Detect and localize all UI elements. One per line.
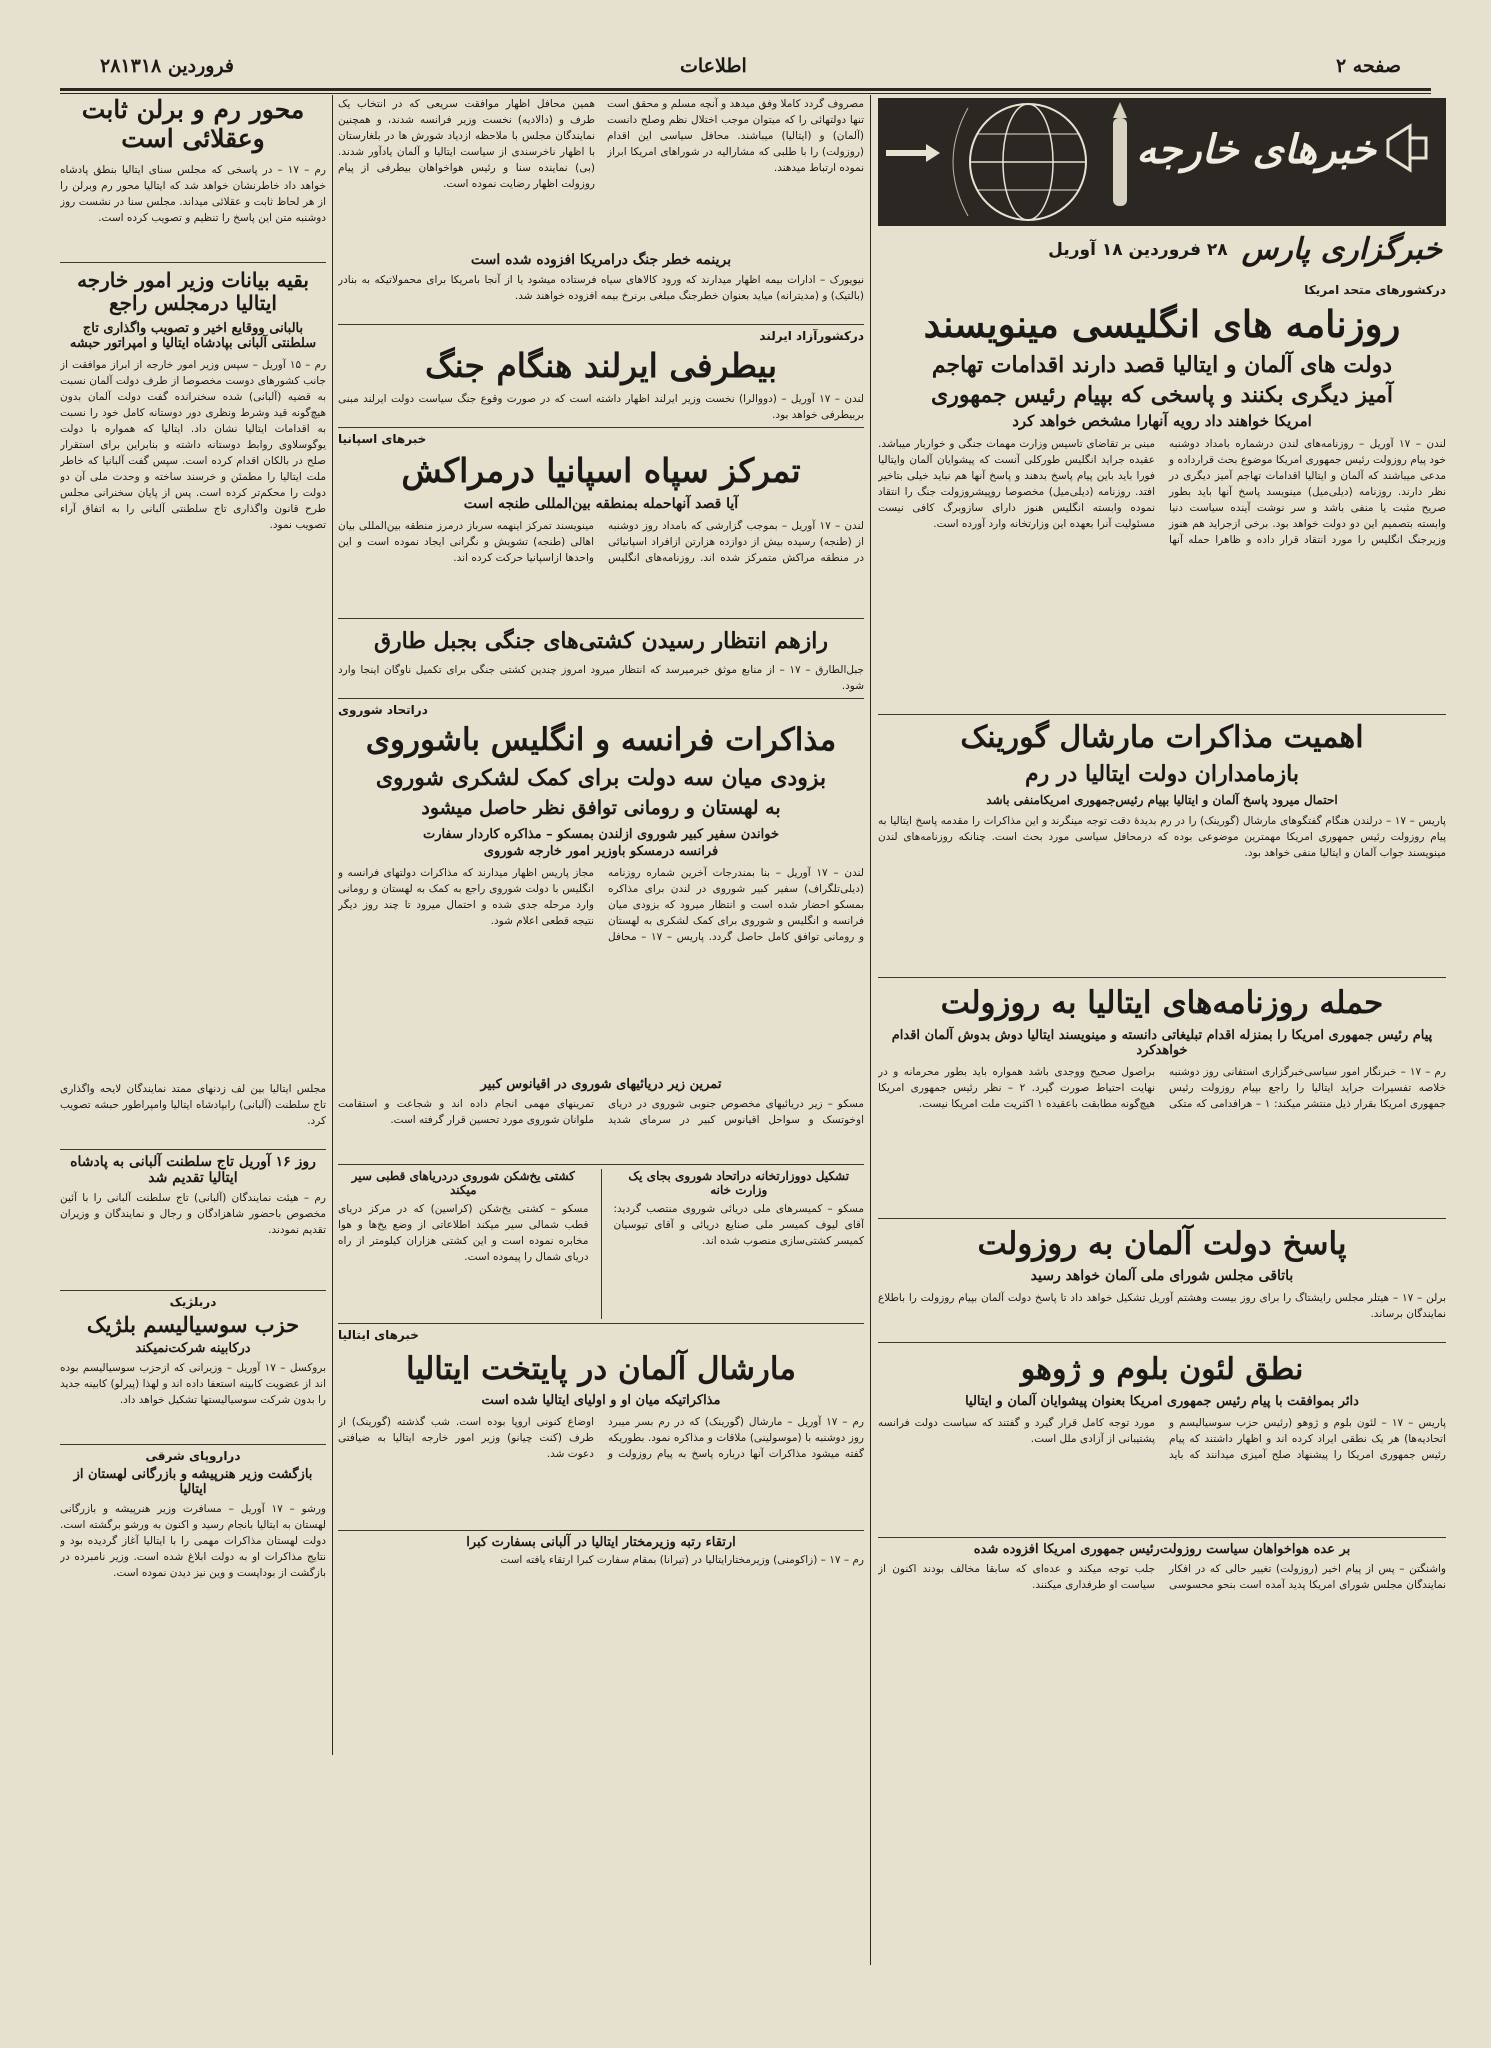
subheadline: دائر بموافقت با پیام رئیس جمهوری امریکا بعنوان پیشوایان آلمان و ایتالیا [965,1393,1359,1409]
divider [878,714,1446,715]
issue-date: ۲۸فروردین ۱۳۱۸ [100,55,234,77]
column-divider [870,95,871,1965]
subheadline: بالبانی ووقایع اخیر و تصویب واگذاری تاج سلطنتی آلبانی بپادشاه ایتالیا و امپراتور حبشه [69,320,317,351]
divider [338,324,864,325]
divider [878,977,1446,978]
article-body: پاریس – ۱۷ – درلندن هنگام گفتگوهای مارشال (گورینک) را در رم بدیدهٔ دقت توجه مینگرند و این مذاکرات را مقدمه پاسخ ایتالیا به پیام روزولت رئیس جمهوری امریکا مهمترین موضوعی بوده که درمحافل سیاسی مورد بحث است. چنانکه روزنامه‌های لندن مینویسند جواب آلمان و ایتالیا منفی خواهد بود. [878,815,1446,860]
article-body: مجلس ایتالیا بین لف زدنهای ممتد نمایندگان لایحه واگذاری تاج سلطنت (آلبانی) رابپادشاه ایتالیا وامپراطور حبشه تصویب کرد. [60,1082,326,1127]
agency-date: ۲۸ فروردین ۱۸ آوریل [1048,239,1228,260]
divider [338,618,864,619]
divider [338,1323,864,1324]
subheadline: بازمامداران دولت ایتالیا در رم [1025,761,1299,788]
divider [338,1164,864,1165]
section-label: درکشورآزاد ایرلند [759,329,864,343]
section-label: خبرهای اسپانیا [338,431,427,446]
subheadline: آمیز دیگری بکنند و پاسخی که بپیام رئیس جمهوری [931,381,1393,408]
divider [60,1290,326,1291]
section-label: دربلژیک [169,1294,217,1309]
subheadline: برینمه خطر جنگ درامریکا افزوده شده است [470,252,732,268]
article-body: رم – ۱۷ – (زاکومنی) وزیرمختارایتالیا در (تیرانا) بمقام سفارت کبرا ارتقاء یافته است [500,1554,864,1567]
divider [60,1149,326,1150]
header-rule-thin [60,93,1431,94]
headline: مذاکرات فرانسه و انگلیس باشوروی [365,722,837,759]
divider [878,1537,1446,1538]
article-body: مسکو – کمیسرهای ملی دریائی شوروی منتصب گردید: آقای لیوف کمیسر ملی صنایع دریائی و آقای تیوسیان کمیسر کشتی‌سازی منصوب شده اند. [613,1202,864,1247]
column-divider [332,95,333,1755]
article-body: لندن – ۱۷ آوریل – (دووالرا) نخست وزیر ایرلند اظهار داشته است که در صورت وقوع جنگ سیاست دولت ایرلند مبنی بربیطرفی خواهد بود. [338,392,864,421]
subheadline: آیا قصد آنهاحمله بمنطقه بین‌المللی طنجه است [463,495,739,512]
section-label: دراروپای شرقی [145,1448,241,1463]
divider [338,427,864,428]
headline: بیطرفی ایرلند هنگام جنگ [424,346,778,385]
article-body: رم – ۱۷ – خبرنگار امور سیاسی‌خبرگزاری استفانی روز دوشنبه خلاصه تفسیرات جراید ایتالیا را راجع بپیام روزولت رئیس جمهوری امریکا بقرار ذیل منتشر میکند: ۱ – هرافدامی که متکی براصول صحیح ووجدی باشد همواره باید بطور محرمانه و در نهایت احتیاط صورت گیرد. ۲ – نظر رئیس جمهوری امریکا هیچ‌گونه مطابقت باعقیده ۱ اکثریت ملت امریکا نیست. [878,1065,1446,1110]
subheadline: بزودی میان سه دولت برای کمک لشکری شوروی [375,764,827,791]
divider [338,1530,864,1531]
article-body: برلن – ۱۷ – هیتلر مجلس رایشتاگ را برای روز بیست وهشتم آوریل تشکیل خواهد داد تا پاسخ دولت آلمان بپیام روزولت را باطلاع نمایندگان برساند. [878,1292,1446,1321]
article-body: همین محافل اظهار موافقت سریعی که در انتخاب یک طرف و (دالادیه) نخست وزیر فرانسه شدند، و همچنین نمایندگان مجلس با ملاحظه ازدیاد شورش ها در بلغارستان با اظهار ناخرسندی از سیاست ایتالیا و آلمان یادآور شدند. (بی) نماینده سنا و رئیس هواخواهان بیطرفی از پیام روزولت اظهار رضایت نموده است. [338,98,595,190]
article-body: لندن – ۱۷ آوریل – روزنامه‌های لندن درشماره بامداد دوشنبه خود پیام روزولت رئیس جمهوری امریکا موضوع بحث قرارداده و مدعی میباشند که آلمان و ایتالیا اقدامات تهاجم آمیز دیگری در نظر دارند. روزنامه (دیلی‌میل) مینویسد پاسخ آنها باید بطور صریح مثبت یا منفی باشد و سر نوشت آینده سیاست دنیا وابسته بتصمیم این دو دولت خواهد بود. برخی ازجراید هم هنوز وزیرجنگ انگلیس را مورد انتقاد قرار داده و ظاهرا حمله آنها مبنی بر تقاضای تاسیس وزارت مهمات جنگی و خواربار میباشد. عقیده جراید انگلیس طورکلی آنست که پیشوایان آلمان وایتالیا فورا باید باین پیام پاسخ بدهند و پاسخ آنها هم نباید خیلی بتاخیر افتد. روزنامه (دیلی‌میل) مخصوصا روپیشروزولت جنگ را انتقاد نموده وابسته انگلیس هنوز دارای سازوبرگ کافی نیست مسئولیت آنرا بعهده این وزارتخانه وارد آورده است. [878,437,1446,546]
article-body: پاریس – ۱۷ – لئون بلوم و ژوهو (رئیس حزب سوسیالیسم و اتحادیه‌ها) هر یک نطقی ایراد کرده اند و اظهار داشتند که پیام رئیس جمهوری امریکا را پیشنهاد صلح آمیزی میدانند که باید مورد توجه کامل قرار گیرد و گفتند که سیاست دولت فرانسه پشتیبانی از آزادی ملل است. [878,1416,1446,1461]
section-label: درکشورهای متحد امریکا [1304,283,1446,297]
paper-name: اطلاعات [680,55,747,77]
subheadline: مذاکراتیکه میان او و اولیای ایتالیا شده است [481,1393,721,1409]
headline: روزنامه های انگلیسی مینویسند [923,302,1401,346]
headline: حزب سوسیالیسم بلژیک [86,1311,300,1337]
article-body: لندن – ۱۷ آوریل – بموجب گزارشی که بامداد روز دوشنبه از (طنجه) رسیده بیش از دوازده هزارتن ازافراد اسپانیائی در منطقه مراکش متمرکز شده اند. روزنامه‌های انگلیس مینویسند تمرکز اینهمه سرباز درمرز منطقه بین‌المللی بیان اهالی (طنجه) تشویش و نگرانی ایجاد نموده است و این واحدها ازاسپانیا حرکت کرده اند. [338,519,864,564]
subheadline: باتاقی مجلس شورای ملی آلمان خواهد رسید [1030,1268,1294,1285]
header-rule [60,88,1431,91]
headline: پاسخ دولت آلمان به روزولت [977,1225,1347,1262]
section-label: خبرهای ایتالیا [338,1327,419,1342]
article-body: رم – ۱۵ آوریل – سپس وزیر امور خارجه از ابراز موافقت از جانب کشورهای دوست مخصوصا از طرف دولت آلمان نسبت به قضیه (آلبانی) شده سخنرانده گفت دولت آلمان بدون هیچ‌گونه قید وشرط ونظری دور دوستانه کامل خود را نسبت به اقدامات ایتالیا نشان داد. ایتالیا که همواره با دولت یوگوسلاوی روابط دوستانه داشته و بنابراین برای استقرار صلح در بالکان اقدام کرده است. سپس گفت آلبانیا که خاطر ملت ایتالیا را مطمئن و خرسند ساخته و وحدت ملی آن دو دولت را محکم‌تر کرده است. پس از پایان سخنرانی مجلس طرح قانون واگذاری تاج سلطنتی آلبانی را به اتفاق آراء تصویب نمود. [60,358,326,531]
subheadline: امریکا خواهند داد رویه آنهارا مشخص خواهد کرد [1012,411,1312,430]
article-body: مصروف گردد کاملا وفق میدهد و آنچه مسلم و محقق است تنها دولتهائی را که میتوان موجب اختلال نظم وصلح دانست (آلمان) و (ایتالیا) میباشند. محافل سیاسی این اقدام (روزولت) را با طلبی که مشاراليه در شوراهای امریکا ابراز نموده ارتباط میدهند. [607,98,864,174]
article-body: رم – ۱۷ آوریل – مارشال (گورینک) که در رم بسر میبرد روز دوشنبه با (موسولینی) ملاقات و مذاکره نمود. بطوریکه گفته میشود مذاکرات آنها درباره پاسخ به پیام روزولت و اوضاع کنونی اروپا بوده است. شب گذشته (گورینک) از طرف (کنت چیانو) وزیر امور خارجه ایتالیا به ضیافتی دعوت شد. [338,1416,864,1461]
subheadline: بازگشت وزیر هنرپیشه و بازرگانی لهستان از ایتالیا [73,1466,313,1497]
section-label: دراتحاد شوروی [338,703,428,718]
article-body: رم – ۱۷ – در پاسخی که مجلس سنای ایتالیا بنطق پادشاه خواهد داد خاطرنشان خواهد شد که ایتالیا محور رم وبرلن را از هر لحاظ ثابت و عقلائی میداند. مجلس سنا در نشست روز دوشنبه متن این پاسخ را تنظیم و تصویب کرده است. [60,163,326,224]
subheadline: فرانسه درمسکو باوزیر امور خارجه شوروی [483,843,719,859]
divider [338,698,864,699]
article-body: لندن – ۱۷ آوریل – بنا بمندرجات آخرین شماره روزنامه (دیلی‌تلگراف) سفیر کبیر شوروی در لندن برای مذاکره بمسکو احضار شده است و انتظار میرود که بزودی میان فرانسه و انگلیس و شوروی برای کمک لشکری به لهستان و رومانی توافق کامل حاصل گردد. پاریس – ۱۷ – محافل مجاز پاریس اظهار میدارند که مذاکرات دولتهای فرانسه و انگلیس با دولت شوروی راجع به کمک به لهستان و رومانی وارد مرحله جدی شده و احتمال میرود تا چند روز دیگر نتیجه قطعی اعلام شود. [338,866,864,943]
masthead-label: خبرهای خارجه [1136,126,1376,173]
divider [60,262,326,263]
headline: مارشال آلمان در پایتخت ایتالیا [406,1350,796,1387]
subheadline: تمرین زیر دریائیهای شوروی در اقیانوس کبیر [480,1076,722,1092]
subheadline: ارتقاء رتبه وزیرمختار ایتالیا در آلبانی بسفارت کبرا [466,1535,736,1551]
headline: اهمیت مذاکرات مارشال گورینک [960,719,1364,755]
article-body: جبل‌الطارق – ۱۷ – از منابع موثق خبرمیرسد که انتظار میرود امروز چندین کشتی جنگی برای تکمیل ناوگان اینجا وارد شود. [338,664,864,693]
article-body: مسکو – کشتی یخ‌شکن (کراسین) که در مرکز دریای قطب شمالی سیر میکند اطلاعاتی از وضع یخ‌ها و هوا مخابره نموده است و این کشتی هزاران کیلومتر از راه دریای شمال را پیموده است. [338,1202,589,1263]
article-body: نیویورک – ادارات بیمه اظهار میدارند که ورود کالاهای سیاه فرستاده میشود یا از آنجا بامریکا برای محمولاتیکه به بنادر (بالتیک) و (مدیترانه) میاید بعنوان خطرجنگ مبلغی برنرخ بیمه افزوده خواهند شد. [338,274,864,302]
running-header [60,55,1431,85]
subheadline: دولت های آلمان و ایتالیا قصد دارند اقدامات تهاجم [931,351,1393,378]
right-column [878,230,1446,1965]
headline: نطق لئون بلوم و ژوهو [1020,1352,1304,1388]
article-body: بروکسل – ۱۷ آوریل – وزیرانی که ازحزب سوسیالیسم بوده اند از عضویت کابینه استعفا داده اند و لهذا (پیرلو) کابینه جدید را بدون شرکت سوسیالیستها تشکیل خواهد داد. [60,1361,326,1406]
divider [60,1444,326,1445]
left-column [60,96,326,1966]
article-body: مسکو – زیر دریائیهای مخصوص جنوبی شوروی در دریای اوخوتسک و سواحل اقیانوس کبیر در سرمای شدید تمرینهای مهمی انجام داده اند و شجاعت و استقامت ملوانان شوروی مورد تحسین قرار گرفته است. [338,1097,864,1126]
headline: تمرکز سپاه اسپانیا درمراکش [401,450,801,490]
headline: محور رم و برلن ثابت وعقلائی است [81,96,305,153]
article-body: رم – هیئت نمایندگان (آلبانی) تاج سلطنت آلبانی را با آئین مخصوص باحضور شاهزادگان و رجال و نمایندگان و وزیران تقدیم نمودند. [60,1191,326,1236]
subheadline: درکابینه شرکت‌نمیکند [135,1340,251,1356]
subheadline: خواندن سفیر کبیر شوروی ازلندن بمسکو – مذاکره کاردار سفارت [422,826,780,842]
subheadline: تشکیل دووزارتخانه دراتحاد شوروی بجای یک وزارت خانه [628,1168,850,1197]
subheadline: احتمال میرود پاسخ آلمان و ایتالیا بپیام رئیس‌جمهوری امریکامنفی باشد [986,793,1338,808]
center-column [338,96,864,1966]
headline: رازهم انتظار رسیدن کشتی‌های جنگی بجبل طارق [373,627,829,654]
divider [878,1218,1446,1219]
article-body: واشنگتن – پس از پیام اخیر (روزولت) تغییر حالی که در افکار نمایندگان مجلس شورای امریکا پدید آمده است بنحو محسوسی جلب توجه میکند و عده‌ای که سابقا مخالف بودند اکنون از سیاست او طرفداری میکنند. [878,1562,1446,1591]
headline: حمله روزنامه‌های ایتالیا به روزولت [940,985,1384,1022]
subheadline: روز ۱۶ آوریل تاج سلطنت آلبانی به پادشاه ایتالیا تقدیم شد [70,1153,316,1186]
megaphone-icon [1380,118,1440,178]
subheadline: بر عده هواخواهان سیاست روزولت‌رئیس جمهوری امریکا افزوده شده [973,1541,1351,1557]
foreign-news-masthead [878,98,1446,226]
article-body: ورشو – ۱۷ آوریل – مسافرت وزیر هنرپیشه و بازرگانی لهستان به ایتالیا بانجام رسید و اکنون به ورشو برگشته است. دولت لهستان مذاکرات مهمی را با ایتالیا آغاز گردیده بود و نتایج مذاکرات او به دولت ابلاغ شده است. وزیر نامبرده در بازگشت از بوداپست و وین نیز دیدن نموده است. [60,1502,326,1579]
subheadline: پیام رئیس جمهوری امریکا را بمنزله اقدام تبلیغاتی دانسته و مینویسند ایتالیا دوش بدوش آلمان اقدام خواهدکرد [891,1027,1433,1058]
subheadline: کشتی یخ‌شکن شوروی دردریاهای قطبی سیر میکند [351,1168,575,1197]
divider [878,1342,1446,1343]
headline: بقیه بیانات وزیر امور خارجه ایتالیا درمجلس راجع [77,267,309,315]
agency-name: خبرگزاری پارس [1241,232,1442,267]
page-number: صفحه ۲ [1335,55,1401,77]
subheadline: به لهستان و رومانی توافق نظر حاصل میشود [421,796,781,819]
